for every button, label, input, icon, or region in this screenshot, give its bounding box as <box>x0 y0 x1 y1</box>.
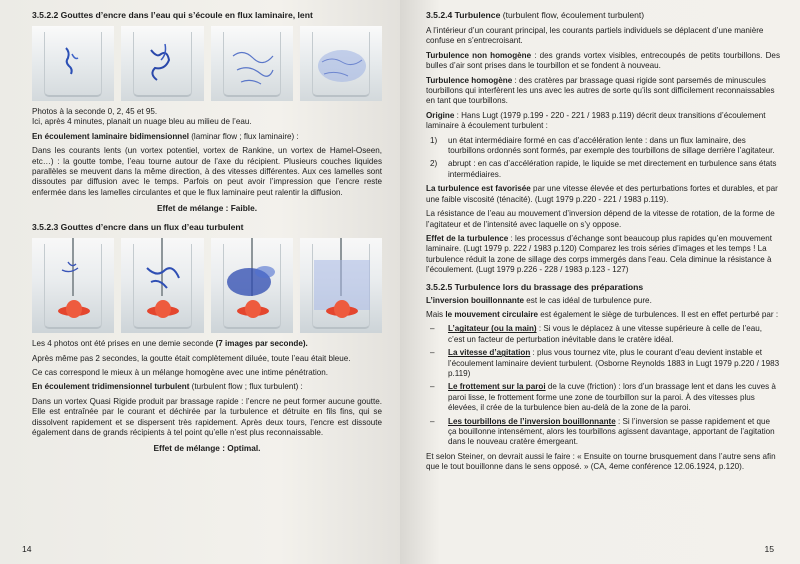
page-number-left: 14 <box>22 544 32 554</box>
boiling-inversion-para: L’inversion bouillonnante est le cas idéal de turbulence pure. <box>426 295 652 305</box>
turbulent-body: Dans un vortex Quasi Rigide produit par brassage rapide : l’encre ne peut former aucune goutte. Elle est entraînée par le courant et déchirée par la turbulence et détruite en fils fins, qui se dissolvent rapidement et se dispersent très rapidement. Après deux tours, l’encre est dissoute également dans de grands récipients à tel point qu’elle n’est plus reconnaissable. <box>32 396 382 438</box>
turbulent-para-1: Après même pas 2 secondes, la goutte était complètement diluée, toute l’eau était bleue. <box>32 353 351 363</box>
section-heading-laminar: 3.5.2.2 Gouttes d’encre dans l’eau qui s’écoule en flux laminaire, lent <box>32 10 313 20</box>
turbulent-photo-4 <box>300 238 382 333</box>
list-item: – Les tourbillons de l’inversion bouillonnante : Si l’inversion se passe rapidement et que ça bouillonne intensément, alors les tourbillons agissent davantage, apportant de l’agitation dans le nouveau cratère émergeant. <box>430 416 775 447</box>
ink-drop-shape <box>32 26 114 101</box>
list-item: – Le frottement sur la paroi de la cuve (friction) : lors d’un brassage lent et dans les cuves à paroi lisse, le frottement forme une zone de tourbillon sur la paroi. À des vitesses plus élevées, il crée de la turbulence bien au-delà de la zone de la paroi. <box>430 382 776 413</box>
homogeneous-para: Turbulence homogène : des cratères par brassage quasi rigide sont parsemés de minuscules tourbillons qui interfèrent les uns avec les autres de sorte qu’ils sont difficilement reconnaissables en tant que tourbillons. <box>426 75 775 106</box>
laminar-result: Effet de mélange : Faible. <box>156 203 258 214</box>
section-heading-turbulent: 3.5.2.3 Gouttes d’encre dans un flux d’eau turbulent <box>32 222 244 233</box>
transition-list <box>426 136 780 181</box>
ink-drop-shape <box>32 238 114 333</box>
turbulent-photo-2 <box>121 238 203 333</box>
nonhomogeneous-para: Turbulence non homogène : des grands vortex visibles, entrecoupés de petits tourbillons. Des bulles d’air sont prises dans le tourbillon et se fondent à nouveau. <box>426 50 780 71</box>
list-item: 2) abrupt : en cas d’accélération rapide, le liquide se met directement en turbulence sans états intermédiaires. <box>430 159 777 179</box>
list-item: – La vitesse d’agitation : plus vous tournez vite, plus le courant d’eau devient instable et l’écoulement laminaire devient turbulent. (Osborne Reynolds 1883 in Lugt 1979 p.220 / 1983 p.119) <box>430 348 780 378</box>
turbulent-result: Effet de mélange : Optimal. <box>153 442 261 453</box>
turbulence-intro: A l’intérieur d’un courant principal, les courants partiels individuels se déplacent d’une manière confuse en s’entrecroisant. <box>426 26 764 46</box>
photo-caption: Photos à la seconde 0, 2, 45 et 95. Ici, après 4 minutes, planait un nuage bleu au milieu de l’eau. <box>32 107 252 127</box>
laminar-body: Dans les courants lents (un vortex potentiel, vortex de Rankine, un vortex de Hamel-Oseen, etc…) : la goutte tombe, l’eau tourne autour de l’axe du récipient. Plusieurs couches liquides parallèles se meuvent dans la même direction, à des vitesses différentes. Aux ces lamelles sont dissoutes par diffusion avec le temps. Parfois on peut avoir l’impression que l’encre reste enfermée dans les lamelles circulantes et que le flux laminaire peut ralentir la diffusion. <box>32 146 382 197</box>
list-item: 1) un état intermédiaire formé en cas d’accélération lente : dans un flux laminaire, des tourbillons ordonnés sont formés, par exemple des tourbillons de sillage derrière l’agitateur. <box>430 135 775 156</box>
circular-motion-para: Mais le mouvement circulaire est également le siège de turbulences. Il est en effet perturbé par : <box>426 309 779 319</box>
perturbation-list <box>426 324 780 447</box>
section-heading-stirring: 3.5.2.5 Turbulence lors du brassage des préparations <box>426 281 644 292</box>
ink-drop-shape <box>300 26 382 101</box>
laminar-photo-row <box>32 26 382 101</box>
turbulent-photo-3 <box>211 238 293 333</box>
turbulent-para-2: Ce cas correspond le mieux à un mélange homogène avec une intime pénétration. <box>32 368 329 378</box>
ink-drop-shape <box>121 238 203 333</box>
turbulent-caption: Les 4 photos ont été prises en une demie seconde (7 images par seconde). <box>32 339 308 349</box>
page-number-right: 15 <box>764 544 774 554</box>
laminar-subheading: En écoulement laminaire bidimensionnel (laminar flow ; flux laminaire) : <box>32 131 299 141</box>
ink-drop-shape <box>211 238 293 333</box>
turbulent-photo-row <box>32 238 382 333</box>
laminar-photo-3 <box>211 26 293 101</box>
section-heading-turbulence: 3.5.2.4 Turbulence (turbulent flow, écoulement turbulent) <box>426 10 645 20</box>
laminar-photo-1 <box>32 26 114 101</box>
effect-para: Effet de la turbulence : les processus d’échange sont beaucoup plus rapides qu’en mouvement laminaire. (Lugt 1979 p. 222 / 1983 p.120) Comparez les trois séries d’images et les temps ! La turbulence réduit la zone de sillage des corps immergés dans l’eau. Cela diminue la résistance à l’écoulement. (Lugt 1979 p.226 - 228 / 1983 p.123 - 127) <box>426 233 772 275</box>
resistance-para: La résistance de l’eau au mouvement d’inversion dépend de la vitesse de rotation, de la forme de l’agitateur et de l’intensité avec laquelle on s’y oppose. <box>426 209 775 229</box>
laminar-photo-2 <box>121 26 203 101</box>
turbulent-photo-1 <box>32 238 114 333</box>
ink-drop-shape <box>211 26 293 101</box>
ink-drop-shape <box>121 26 203 101</box>
ink-drop-shape <box>300 238 382 333</box>
laminar-photo-4 <box>300 26 382 101</box>
steiner-para: Et selon Steiner, on devrait aussi le faire : « Ensuite on tourne brusquement dans l’autre sens afin que le tout bouillonne dans le sens opposé. » (CA, 4eme conférence 12.06.1924, p.120). <box>426 451 776 472</box>
favored-para: La turbulence est favorisée par une vitesse élevée et des perturbations fortes et durables, et par une faible viscosité (ténacité). (Lugt 1979 p.220 - 221 / 1983 p.119). <box>426 184 778 204</box>
turbulent-subheading: En écoulement tridimensionnel turbulent (turbulent flow ; flux turbulent) : <box>32 382 303 392</box>
origin-para: Origine : Hans Lugt (1979 p.199 - 220 - 221 / 1983 p.119) décrit deux transitions d’écoulement laminaire à écoulement turbulent : <box>426 110 766 131</box>
list-item: – L’agitateur (ou la main) : Si vous le déplacez à une vitesse supérieure à celle de l’eau, c’est un facteur de perturbation inévitable dans le cratère idéal. <box>430 324 763 344</box>
right-page <box>400 0 800 564</box>
